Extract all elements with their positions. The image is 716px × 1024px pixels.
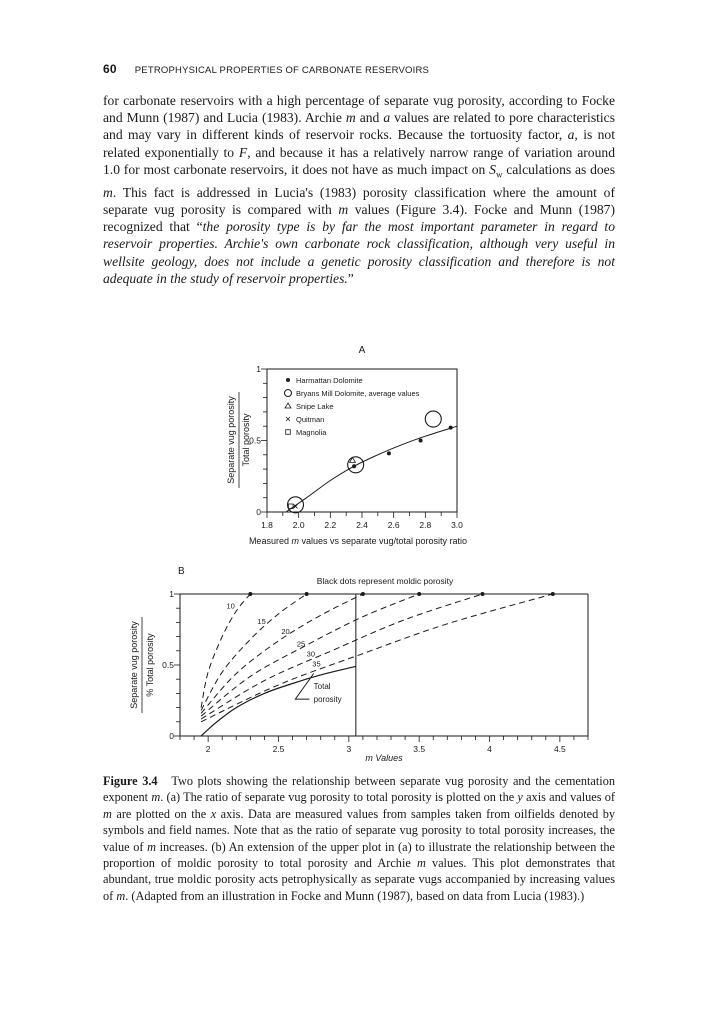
moldic-porosity-dot — [248, 592, 252, 596]
x-tick-label-a: 2.2 — [324, 520, 337, 530]
moldic-porosity-dot — [305, 592, 309, 596]
annotation-label-porosity: porosity — [313, 694, 342, 704]
legend-symbol-triangle — [285, 403, 291, 408]
legend-symbol-square — [286, 430, 291, 435]
legend-label: Magnolia — [296, 428, 327, 437]
moldic-porosity-dot — [551, 592, 555, 596]
series-label: 35 — [312, 659, 321, 669]
x-tick-label-b: 3 — [346, 744, 352, 754]
moldic-porosity-dot — [361, 592, 365, 596]
y-tick-label-a: 0 — [256, 507, 261, 517]
y-label-a-top: Separate vug porosity — [226, 396, 236, 484]
chart-a — [226, 345, 467, 546]
page-number: 60 — [103, 62, 117, 76]
figure-caption: Figure 3.4 Two plots showing the relationship between separate vug porosity and the cementation exponent m. (a) The ratio of separate vug porosity to total porosity is plotted on the y axis and values of m are plotted on the x axis. Data are measured values from samples taken from oilfields denoted by symbols and field names. Note that as the ratio of separate vug porosity to total porosity increases, the value of m increases. (b) An extension of the upper plot in (a) to illustrate the relationship between the proportion of moldic porosity to total porosity and Archie m values. This plot demonstrates that abundant, true moldic porosity acts petrophysically as separate vugs accompanied by increasing values of m. (Adapted from an illustration in Focke and Munn (1987), based on data from Lucia (1983).) — [103, 774, 616, 903]
moldic-porosity-dot — [480, 592, 484, 596]
series-label: 30 — [306, 649, 316, 659]
y-tick-label-a: 1 — [256, 364, 261, 374]
series-label: 20 — [281, 626, 290, 636]
body-paragraph: for carbonate reservoirs with a high percentage of separate vug porosity, according to Focke and Munn (1987) and Lucia (1983). Archie m and a values are related to pore characteristics and may vary in different kinds of reservoir rocks. Because the tortuosity factor, a, is not related exponentially to F, and because it has a relatively narrow range of variation around 1.0 for most carbonate reservoirs, it does not have as much impact on $S_w$ calculations as does m. This fact is addressed in Lucia's (1983) porosity classification where the amount of separate vug porosity is compared with m values (Figure 3.4). Focke and Munn (1987) recognized that “the porosity type is by far the most important parameter in regard to reservoir properties. Archie's own carbonate rock classification, although very useful in wellsite geology, does not include a genetic porosity classification and therefore is not adequate in the study of reservoir properties.” — [103, 93, 616, 286]
x-tick-label-a: 3.0 — [451, 520, 463, 530]
x-tick-label-a: 2.8 — [419, 520, 432, 530]
legend-label: Harmattan Dolomite — [296, 376, 363, 385]
series-line-30 — [201, 594, 482, 719]
legend-label: Quitman — [296, 415, 325, 424]
series-line-15 — [201, 594, 307, 710]
x-tick-label-a: 2.0 — [292, 520, 305, 530]
x-tick-label-b: 3.5 — [413, 744, 426, 754]
y-tick-label-a: 0.5 — [249, 435, 261, 446]
quotation: the porosity type is by far the most important parameter in regard to reservoir properties. Archie's own carbonate rock classification, although very useful in wellsite geology, does not include a genetic porosity classification and therefore is not adequate in the study of reservoir properties. — [103, 219, 616, 286]
x-label-a: Measured m values vs separate vug/total porosity ratio — [248, 536, 468, 546]
series-line-10 — [201, 594, 250, 708]
legend-symbol-dot — [286, 378, 290, 382]
series-label: 10 — [226, 601, 235, 611]
series-line-35 — [201, 594, 553, 722]
data-point-circle — [425, 411, 441, 427]
chart-title-b: Black dots represent moldic porosity — [316, 576, 454, 586]
legend-label: Bryans Mill Dolomite, average values — [296, 389, 420, 398]
y-label-b-top: Separate vug porosity — [129, 621, 139, 709]
data-point-dot — [387, 451, 391, 455]
y-tick-label-b: 0 — [169, 731, 174, 741]
data-point-dot — [352, 464, 356, 468]
y-label-b-bottom: % Total porosity — [145, 633, 155, 697]
x-tick-label-b: 4 — [487, 744, 492, 754]
x-tick-label-b: 4.5 — [553, 744, 566, 754]
x-tick-label-a: 1.8 — [261, 520, 273, 530]
series-label: 15 — [257, 616, 266, 626]
chart-b — [129, 566, 588, 763]
legend-label: Snipe Lake — [296, 402, 334, 411]
legend-symbol-circle — [285, 390, 292, 397]
trend-curve-a — [286, 426, 457, 512]
x-tick-label-a: 2.4 — [356, 520, 368, 530]
annotation-pointer — [295, 674, 313, 700]
x-tick-label-a: 2.6 — [387, 520, 400, 530]
data-point-dot — [449, 426, 453, 430]
y-tick-label-b: 0.5 — [162, 660, 174, 670]
y-tick-label-b: 1 — [169, 589, 174, 599]
legend-symbol-x — [286, 417, 290, 421]
y-label-a-bottom: Total porosity — [241, 413, 251, 467]
x-label-b: m Values — [365, 753, 403, 763]
running-title: PETROPHYSICAL PROPERTIES OF CARBONATE RESERVOIRS — [134, 65, 430, 76]
annotation-label-total: Total — [313, 682, 331, 692]
x-tick-label-b: 2.5 — [272, 744, 285, 754]
caption-label: Figure 3.4 — [103, 774, 158, 788]
panel-label-a: A — [358, 345, 366, 356]
moldic-porosity-dot — [417, 592, 421, 596]
series-label: 25 — [296, 639, 306, 649]
panel-label-b: B — [178, 566, 185, 577]
x-tick-label-b: 2 — [205, 744, 211, 754]
data-point-dot — [419, 439, 423, 443]
